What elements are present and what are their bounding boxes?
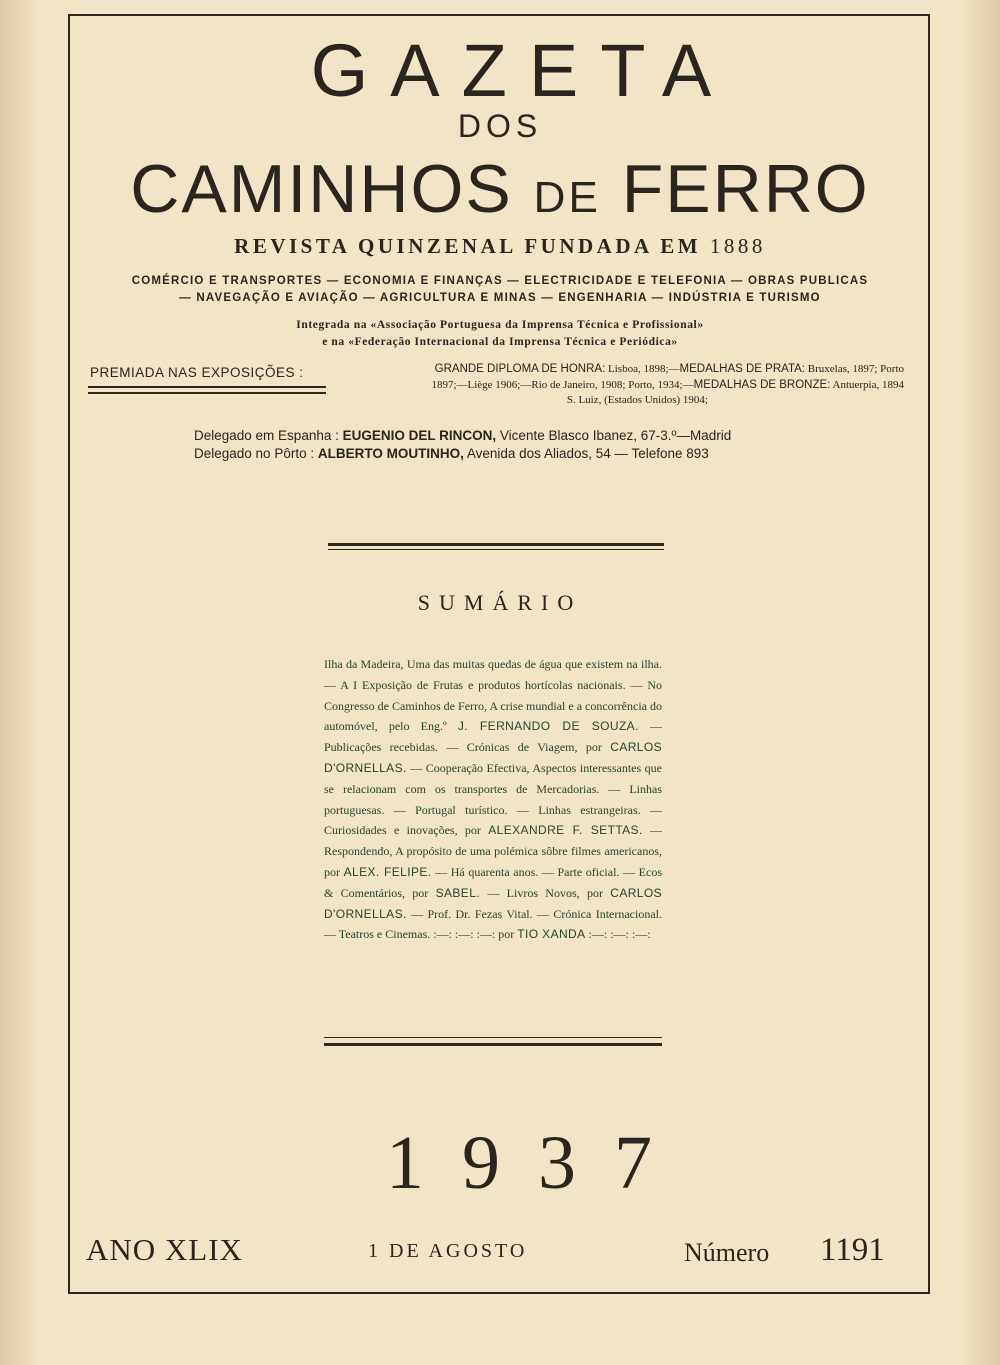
summary-text-5: — Há quarenta anos. — Parte oficial. — Ecos & Comentários, por <box>324 864 662 900</box>
delegate-spain-address: Vicente Blasco Ibanez, 67-3.º—Madrid <box>499 428 732 443</box>
awards-line-3: S. Luiz, (Estados Unidos) 1904; <box>566 394 708 406</box>
summary-rule-bottom-thick <box>324 1043 662 1046</box>
subtitle <box>0 234 1000 259</box>
awards-underline-bottom <box>88 392 326 394</box>
delegate-spain-prefix: Delegado em Espanha : <box>194 428 339 443</box>
summary-author-3: ALEXANDRE F. SETTAS. <box>488 823 643 838</box>
summary-rule-top-thick <box>328 543 664 546</box>
delegate-porto-prefix: Delegado no Pôrto : <box>194 446 315 461</box>
topics-line-1: COMÉRCIO E TRANSPORTES — ECONOMIA E FINANÇAS — ELECTRICIDADE E TELEFONIA — OBRAS PUBLICAS <box>131 275 869 287</box>
awards-text <box>336 362 904 409</box>
integration-line-2: e na «Federação Internacional da Imprensa Técnica e Periódica» <box>322 336 678 348</box>
delegate-spain-name: EUGENIO DEL RINCON, <box>342 428 497 443</box>
awards-line-2-text: 1897;—Liège 1906;—Rio de Janeiro, 1908; Porto, 1934;— <box>431 378 694 391</box>
summary-text-4: — Respondendo, A propósito de uma polémica sôbre filmes americanos, por <box>324 823 663 879</box>
summary-heading: SUMÁRIO <box>417 590 583 615</box>
summary-author-4: ALEX. FELIPE. <box>343 864 432 879</box>
silver-award-text: Bruxelas, 1897; Porto <box>807 363 904 375</box>
gold-award-label: GRANDE DIPLOMA DE HONRA: <box>434 363 606 375</box>
summary-text-1: Ilha da Madeira, Uma das muitas quedas de água que existem na ilha. — A I Exposição de Frutas e produtos hortícolas nacionais. — No Congresso de Caminhos de Ferro, A crise mundial e a concorrência do automóvel, pelo Eng.º <box>324 657 662 734</box>
silver-award-label: MEDALHAS DE PRATA: <box>679 363 805 375</box>
delegate-porto-address: Avenida dos Aliados, 54 — Telefone 893 <box>466 446 709 461</box>
summary-author-7: TIO XANDA <box>517 927 586 942</box>
awards-line-1 <box>336 362 904 378</box>
summary-author-5: SABEL. <box>435 885 481 900</box>
title-gazeta: GAZETA <box>310 29 734 112</box>
issue-number-label: Número <box>684 1238 770 1267</box>
delegate-spain <box>194 428 731 443</box>
summary-contents <box>324 654 662 945</box>
integration-line-1: Integrada na «Associação Portuguesa da Imprensa Técnica e Profissional» <box>296 319 704 331</box>
issue-number: 1191 <box>820 1232 885 1268</box>
summary-text-7: — Prof. Dr. Fezas Vital. — Crónica Internacional. — Teatros e Cinemas. :—: :—: :—: por <box>324 906 662 942</box>
title-caminhos: CAMINHOS <box>130 151 513 227</box>
issue-volume: ANO XLIX <box>86 1232 243 1267</box>
summary-author-2: CARLOS D'ORNELLAS. <box>324 740 662 775</box>
issue-date: 1 DE AGOSTO <box>368 1240 528 1262</box>
summary-rule-top-thin <box>328 549 664 550</box>
issue-year: 1937 <box>386 1121 690 1205</box>
bronze-award-label: MEDALHAS DE BRONZE: <box>693 378 831 391</box>
awards-underline-top <box>88 386 326 388</box>
awards-line-2 <box>336 378 904 394</box>
summary-author-1: J. FERNANDO DE SOUZA. <box>457 719 639 734</box>
topics-line-2: — NAVEGAÇÃO E AVIAÇÃO — AGRICULTURA E MINAS — ENGENHARIA — INDÚSTRIA E TURISMO <box>179 292 821 304</box>
awards-label: PREMIADA NAS EXPOSIÇÕES : <box>90 365 304 380</box>
summary-rule-bottom-thin <box>324 1037 662 1038</box>
gold-award-text: Lisboa, 1898;— <box>608 363 680 375</box>
bronze-award-text: Antuerpia, 1894 <box>832 378 904 391</box>
summary-author-6: CARLOS D'ORNELLAS. <box>324 885 662 921</box>
title-ferro: FERRO <box>621 151 870 227</box>
title-de: DE <box>533 173 601 222</box>
founded-year: 1888 <box>709 234 766 258</box>
summary-text-8: :—: :—: :—: <box>588 927 651 942</box>
subtitle-text: REVISTA QUINZENAL FUNDADA EM <box>234 234 702 258</box>
summary-text-6: — Livros Novos, por <box>487 885 603 900</box>
summary-text-3: — Cooperação Efectiva, Aspectos interessantes que se relacionam com os transportes de Mercadorias. — Linhas portuguesas. — Portugal turístico. — Linhas estrangeiras. — Curiosidades e inovações, por <box>324 760 663 838</box>
title-caminhos-de-ferro <box>0 150 1000 228</box>
title-dos: DOS <box>457 108 543 144</box>
delegate-porto <box>194 446 709 461</box>
delegate-porto-name: ALBERTO MOUTINHO, <box>317 446 464 461</box>
summary-text-2: — Publicações recebidas. — Crónicas de Viagem, por <box>324 719 662 755</box>
